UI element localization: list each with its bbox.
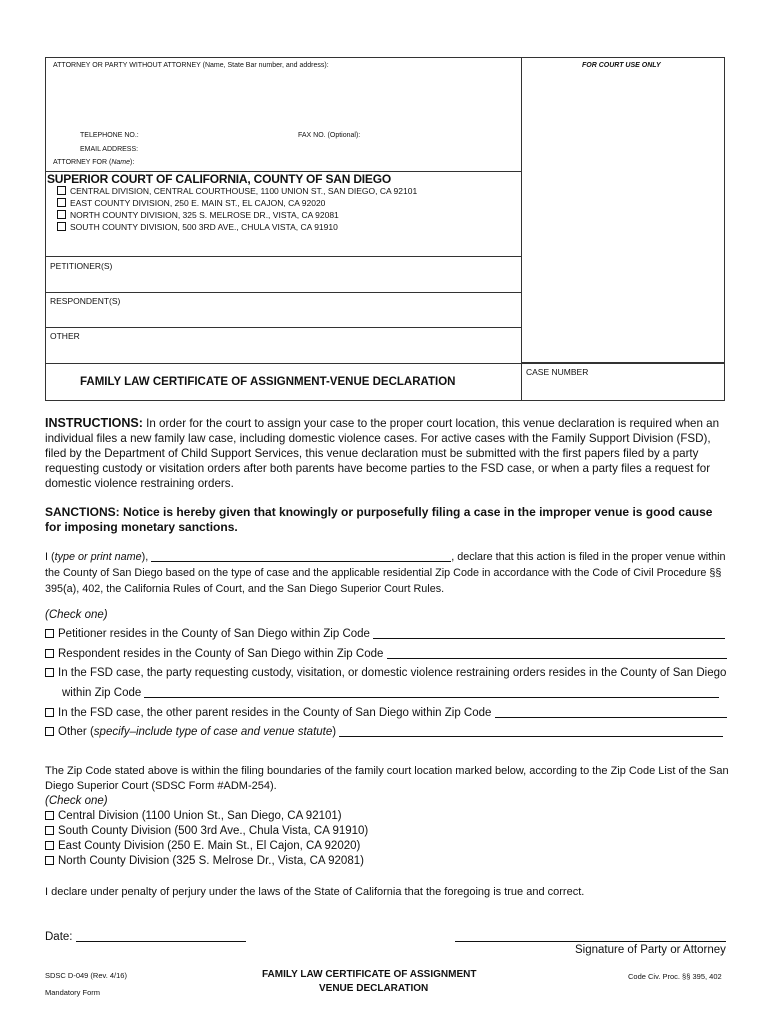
division-option-south[interactable]: SOUTH COUNTY DIVISION, 500 3RD AVE., CHULA VISTA, CA 91910 bbox=[57, 222, 338, 232]
other-input[interactable] bbox=[339, 725, 723, 737]
date-row: Date: bbox=[45, 930, 246, 943]
zip-input-respondent[interactable] bbox=[387, 647, 727, 659]
case-number-label: CASE NUMBER bbox=[526, 367, 589, 377]
option-fsd-requesting-zip[interactable]: within Zip Code bbox=[62, 686, 719, 699]
sanctions: SANCTIONS: Notice is hereby given that knowingly or purposefully filing a case in the improper venue is good cause for imposing monetary sanctions. bbox=[45, 505, 713, 534]
checkbox[interactable] bbox=[45, 649, 54, 658]
signature-line[interactable] bbox=[455, 941, 726, 942]
attorney-label: ATTORNEY OR PARTY WITHOUT ATTORNEY (Name, State Bar number, and address): bbox=[53, 62, 329, 69]
code-reference: Code Civ. Proc. §§ 395, 402 bbox=[628, 972, 722, 981]
mandatory-form: Mandatory Form bbox=[45, 988, 101, 997]
checkbox[interactable] bbox=[57, 210, 66, 219]
court-title: SUPERIOR COURT OF CALIFORNIA, COUNTY OF SAN DIEGO bbox=[47, 172, 391, 186]
checkbox[interactable] bbox=[57, 222, 66, 231]
zip-input-petitioner[interactable] bbox=[373, 627, 725, 639]
declaration: I (type or print name), , declare that this action is filed in the proper venue within the County of San Diego based on the type of case and the applicable residential Zip Code in accordance with the Code of Civil Procedure §§ 395(a), 402, the California Rules of Court, and the San Diego Superior Court Rules. bbox=[45, 551, 726, 595]
checkbox[interactable] bbox=[45, 668, 54, 677]
petitioner-label: PETITIONER(S) bbox=[50, 261, 113, 271]
telephone-label: TELEPHONE NO.: bbox=[80, 132, 139, 139]
petitioner-box[interactable] bbox=[45, 256, 522, 293]
checkbox[interactable] bbox=[45, 826, 54, 835]
email-label: EMAIL ADDRESS: bbox=[80, 146, 139, 153]
option-respondent[interactable]: Respondent resides in the County of San Diego within Zip Code bbox=[45, 647, 727, 660]
checkbox[interactable] bbox=[45, 811, 54, 820]
checkbox[interactable] bbox=[45, 841, 54, 850]
court-use-box bbox=[521, 57, 725, 363]
checkbox[interactable] bbox=[45, 708, 54, 717]
date-input[interactable] bbox=[76, 930, 246, 942]
check-one-label-2: (Check one) bbox=[45, 795, 108, 807]
option-fsd-other-parent[interactable]: In the FSD case, the other parent resides in the County of San Diego within Zip Code bbox=[45, 706, 727, 719]
other-box[interactable] bbox=[45, 327, 522, 364]
checkbox[interactable] bbox=[57, 198, 66, 207]
zip-statement: The Zip Code stated above is within the filing boundaries of the family court location marked below, according to the Zip Code List of the San Diego Superior Court (SDSC Form #ADM-254). bbox=[45, 765, 729, 792]
zip-input-fsd-other[interactable] bbox=[495, 706, 727, 718]
perjury-statement: I declare under penalty of perjury under the laws of the State of California that the foregoing is true and correct. bbox=[45, 886, 585, 898]
court-use-label: FOR COURT USE ONLY bbox=[582, 62, 661, 69]
respondent-label: RESPONDENT(S) bbox=[50, 296, 121, 306]
footer-title-2: VENUE DECLARATION bbox=[319, 983, 429, 994]
form-number: SDSC D-049 (Rev. 4/16) bbox=[45, 971, 127, 980]
division-option-north[interactable]: NORTH COUNTY DIVISION, 325 S. MELROSE DR., VISTA, CA 92081 bbox=[57, 210, 339, 220]
instructions: INSTRUCTIONS: In order for the court to assign your case to the proper court location, this venue declaration is required when an individual files a new family law case, including domestic violence cases. For active cases with the Family Support Division (FSD), filed by the Department of Child Support Services, this venue declaration must be submitted with the first papers filed by a party requesting custody or visitation orders after both parents have become parties to the FSD case, or when a party files a request for domestic violence restraining orders. bbox=[45, 416, 720, 490]
option-other[interactable]: Other (specify–include type of case and venue statute) bbox=[45, 725, 723, 738]
checkbox[interactable] bbox=[57, 186, 66, 195]
option-petitioner[interactable]: Petitioner resides in the County of San Diego within Zip Code bbox=[45, 627, 725, 640]
name-input[interactable] bbox=[151, 550, 451, 562]
fax-label: FAX NO. (Optional): bbox=[298, 132, 361, 139]
footer-title-1: FAMILY LAW CERTIFICATE OF ASSIGNMENT bbox=[262, 969, 477, 980]
checkbox[interactable] bbox=[45, 629, 54, 638]
division-option-east[interactable]: EAST COUNTY DIVISION, 250 E. MAIN ST., EL CAJON, CA 92020 bbox=[57, 198, 325, 208]
location-central[interactable]: Central Division (1100 Union St., San Diego, CA 92101) bbox=[45, 810, 342, 822]
check-one-label-1: (Check one) bbox=[45, 609, 108, 621]
attorney-for-label: ATTORNEY FOR (Name): bbox=[53, 159, 135, 166]
checkbox[interactable] bbox=[45, 727, 54, 736]
division-option-central[interactable]: CENTRAL DIVISION, CENTRAL COURTHOUSE, 1100 UNION ST., SAN DIEGO, CA 92101 bbox=[57, 186, 417, 196]
attorney-box bbox=[45, 57, 522, 172]
option-fsd-requesting[interactable]: In the FSD case, the party requesting custody, visitation, or domestic violence restraining orders resides in the County of San Diego bbox=[45, 667, 726, 679]
zip-input-fsd-requesting[interactable] bbox=[144, 686, 719, 698]
checkbox[interactable] bbox=[45, 856, 54, 865]
location-north[interactable]: North County Division (325 S. Melrose Dr., Vista, CA 92081) bbox=[45, 855, 364, 867]
location-east[interactable]: East County Division (250 E. Main St., El Cajon, CA 92020) bbox=[45, 840, 360, 852]
signature-label: Signature of Party or Attorney bbox=[575, 944, 726, 956]
form-title: FAMILY LAW CERTIFICATE OF ASSIGNMENT-VENUE DECLARATION bbox=[80, 376, 456, 388]
other-label: OTHER bbox=[50, 331, 80, 341]
location-south[interactable]: South County Division (500 3rd Ave., Chula Vista, CA 91910) bbox=[45, 825, 368, 837]
